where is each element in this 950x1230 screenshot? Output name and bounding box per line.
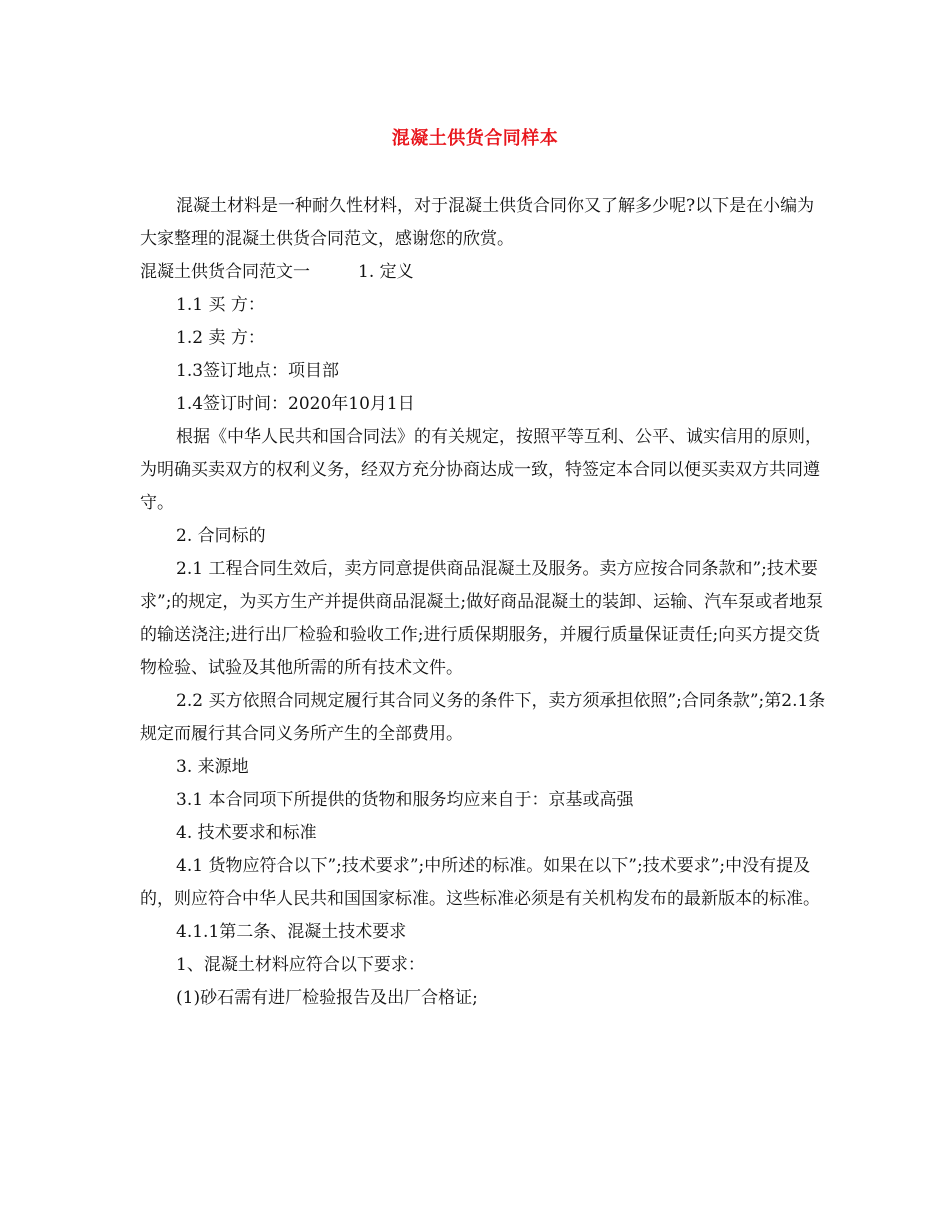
intro-paragraph: 混凝土材料是一种耐久性材料，对于混凝土供货合同你又了解多少呢?以下是在小编为大家整理的混凝土供货合同范文，感谢您的欣赏。 xyxy=(140,196,815,249)
clause-4-1: 4.1 货物应符合以下”;技术要求”;中所述的标准。如果在以下”;技术要求”;中没有提及的，则应符合中华人民共和国国家标准。这些标准必须是有关机构发布的最新版本的标准。 xyxy=(140,856,820,909)
section-heading-row xyxy=(140,256,830,289)
section-2-heading: 2. 合同标的 xyxy=(176,526,266,546)
clause-1-3: 1.3签订地点：项目部 xyxy=(176,361,340,381)
definition-heading: 1. 定义 xyxy=(358,262,414,282)
sample-heading: 混凝土供货合同范文一 xyxy=(140,262,310,282)
clause-2-2: 2.2 买方依照合同规定履行其合同义务的条件下，卖方须承担依照”;合同条款”;第2.1条规定而履行其合同义务所产生的全部费用。 xyxy=(140,691,826,744)
clause-2-1: 2.1 工程合同生效后，卖方同意提供商品混凝土及服务。卖方应按合同条款和”;技术要求”;的规定，为买方生产并提供商品混凝土;做好商品混凝土的装卸、运输、汽车泵或者地泵的输送浇注;进行出厂检验和验收工作;进行质保期服务，并履行质量保证责任;向买方提交货物检验、试验及其他所需的所有技术文件。 xyxy=(140,559,824,678)
document-body xyxy=(140,190,830,1015)
requirement-item-1: (1)砂石需有进厂检验报告及出厂合格证; xyxy=(176,988,478,1008)
document-title: 混凝土供货合同样本 xyxy=(391,128,559,149)
concrete-material-requirements: 1、混凝土材料应符合以下要求： xyxy=(176,955,425,975)
clause-3-1: 3.1 本合同项下所提供的货物和服务均应来自于：京基或高强 xyxy=(176,790,634,810)
clause-1-1: 1.1 买 方： xyxy=(176,295,265,315)
clause-4-1-1: 4.1.1第二条、混凝土技术要求 xyxy=(176,922,407,942)
clause-1-2: 1.2 卖 方： xyxy=(176,328,265,348)
legal-basis-paragraph: 根据《中华人民共和国合同法》的有关规定，按照平等互利、公平、诚实信用的原则，为明确买卖双方的权利义务，经双方充分协商达成一致，特签定本合同以便买卖双方共同遵守。 xyxy=(140,427,822,513)
section-4-heading: 4. 技术要求和标准 xyxy=(176,823,317,843)
clause-1-4: 1.4签订时间：2020年10月1日 xyxy=(176,394,415,414)
section-3-heading: 3. 来源地 xyxy=(176,757,249,777)
